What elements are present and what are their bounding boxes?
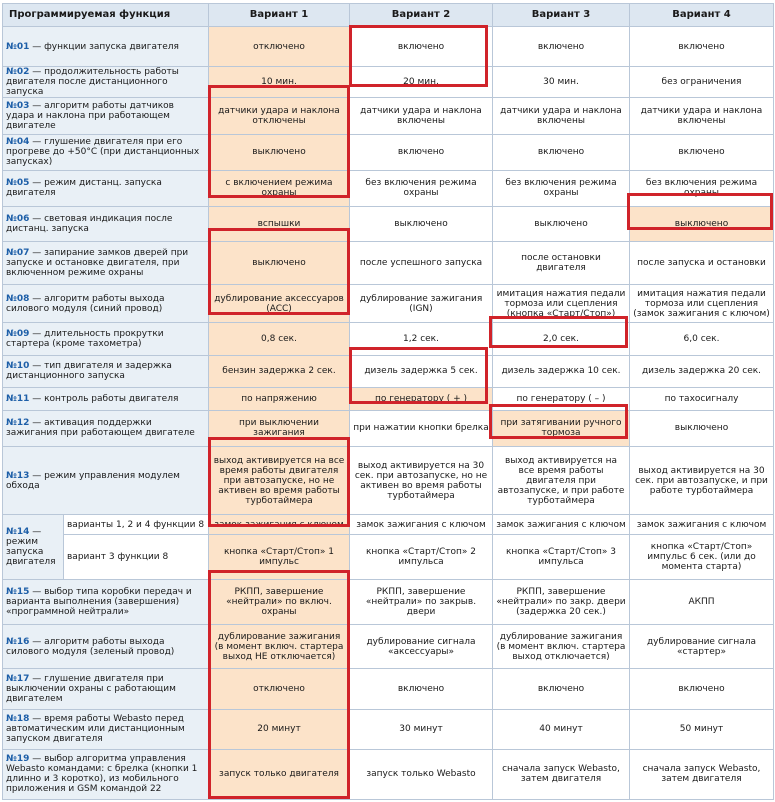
function-number: №03 — [6, 100, 30, 111]
table-row — [3, 134, 774, 170]
function-cell — [3, 579, 209, 624]
option-1-value: дублирование зажигания (в момент включ. стартера выход НЕ отключается) — [209, 624, 350, 668]
table-row — [3, 242, 774, 285]
option-1-value: дублирование аксессуаров (ACC) — [209, 285, 350, 323]
function-number: №13 — [6, 470, 30, 481]
programmable-functions-table — [2, 3, 774, 800]
function-cell — [3, 515, 64, 579]
option-3-value: при затягивании ручного тормоза — [493, 410, 630, 446]
function-cell — [3, 242, 209, 285]
table-body — [3, 27, 774, 800]
option-4-value: датчики удара и наклона включены — [630, 98, 774, 134]
function-cell — [3, 710, 209, 749]
option-4-value: после запуска и остановки — [630, 242, 774, 285]
header-option-1: Вариант 1 — [209, 4, 350, 27]
option-1-value: 0,8 сек. — [209, 323, 350, 355]
option-2-value: после успешного запуска — [350, 242, 493, 285]
function-description: — алгоритм работы выхода силового модуля (зеленый провод) — [6, 636, 175, 657]
header-row — [3, 4, 774, 27]
option-4-value: имитация нажатия педали тормоза или сцепления (замок зажигания с ключом) — [630, 285, 774, 323]
option-4-value: выход активируется на 30 сек. при автозапуске, и при работе турботаймера — [630, 447, 774, 515]
function-cell — [3, 323, 209, 355]
function-number: №09 — [6, 329, 30, 340]
option-3-value: сначала запуск Webasto, затем двигателя — [493, 749, 630, 799]
option-2-value: при нажатии кнопки брелка — [350, 410, 493, 446]
function-description: — активация поддержки зажигания при работающем двигателе — [6, 418, 195, 439]
sub-condition-label: вариант 3 функции 8 — [64, 535, 209, 579]
function-number: №14 — [6, 527, 30, 538]
option-2-value: датчики удара и наклона включены — [350, 98, 493, 134]
function-description: — продолжительность работы двигателя после дистанционного запуска — [6, 67, 179, 98]
option-4-value: без ограничения — [630, 67, 774, 98]
header-option-2: Вариант 2 — [350, 4, 493, 27]
function-cell — [3, 67, 209, 98]
option-1-value: 10 мин. — [209, 67, 350, 98]
option-1-value: выключено — [209, 242, 350, 285]
option-4-value: включено — [630, 27, 774, 67]
option-2-value: выход активируется на 30 сек. при автозапуске, но не активен во время работы турботаймера — [350, 447, 493, 515]
table-row — [3, 749, 774, 799]
function-description: — глушение двигателя при его прогреве до +50°С (при дистанционных запусках) — [6, 137, 200, 168]
option-3-value: включено — [493, 134, 630, 170]
table-row — [3, 206, 774, 241]
table-row — [3, 624, 774, 668]
option-4-value: дизель задержка 20 сек. — [630, 355, 774, 387]
option-1-value: отключено — [209, 669, 350, 710]
function-number: №18 — [6, 714, 30, 725]
option-3-value: датчики удара и наклона включены — [493, 98, 630, 134]
option-3-value: после остановки двигателя — [493, 242, 630, 285]
option-3-value: дизель задержка 10 сек. — [493, 355, 630, 387]
table-row — [3, 447, 774, 515]
option-4-value: сначала запуск Webasto, затем двигателя — [630, 749, 774, 799]
function-cell — [3, 749, 209, 799]
function-description: — режим дистанц. запуска двигателя — [6, 178, 162, 199]
function-number: №16 — [6, 636, 30, 647]
option-1-value: датчики удара и наклона отключены — [209, 98, 350, 134]
option-3-value: 40 минут — [493, 710, 630, 749]
table-row — [3, 579, 774, 624]
option-3-value: РКПП, завершение «нейтрали» по закр. двери (задержка 20 сек.) — [493, 579, 630, 624]
function-cell — [3, 27, 209, 67]
option-2-value: дублирование сигнала «аксессуары» — [350, 624, 493, 668]
table-row — [3, 285, 774, 323]
option-3-value: включено — [493, 27, 630, 67]
function-description: — выбор типа коробки передач и варианта выполнения (завершения) «программной нейтрали» — [6, 586, 192, 617]
option-4-value: 6,0 сек. — [630, 323, 774, 355]
option-1-value: выход активируется на все время работы двигателя при автозапуске, но не активен во время работы турботаймера — [209, 447, 350, 515]
table-row — [3, 410, 774, 446]
option-3-value: имитация нажатия педали тормоза или сцепления (кнопка «Старт/Стоп») — [493, 285, 630, 323]
option-2-value: запуск только Webasto — [350, 749, 493, 799]
option-1-value: с включением режима охраны — [209, 170, 350, 206]
option-3-value: 2,0 сек. — [493, 323, 630, 355]
option-2-value: включено — [350, 134, 493, 170]
function-cell — [3, 447, 209, 515]
table-row — [3, 323, 774, 355]
function-number: №12 — [6, 418, 30, 429]
header-option-3: Вариант 3 — [493, 4, 630, 27]
option-4-value: АКПП — [630, 579, 774, 624]
option-3-value: выход активируется на все время работы двигателя при автозапуске, и при работе турботаймера — [493, 447, 630, 515]
function-cell — [3, 355, 209, 387]
function-number: №02 — [6, 67, 30, 78]
option-4-value: включено — [630, 134, 774, 170]
option-2-value: включено — [350, 669, 493, 710]
function-description: — режим запуска двигателя — [6, 527, 56, 568]
function-cell — [3, 134, 209, 170]
function-description: — контроль работы двигателя — [32, 393, 179, 404]
option-2-value: выключено — [350, 206, 493, 241]
option-3-value: по генератору ( – ) — [493, 387, 630, 410]
option-1-value: кнопка «Старт/Стоп» 1 импульс — [209, 535, 350, 579]
option-4-value: замок зажигания с ключом — [630, 515, 774, 535]
option-1-value: при выключении зажигания — [209, 410, 350, 446]
option-3-value: выключено — [493, 206, 630, 241]
option-2-value: 20 мин. — [350, 67, 493, 98]
option-1-value: замок зажигания с ключом — [209, 515, 350, 535]
function-description: — запирание замков дверей при запуске и остановке двигателя, при включенном режиме охраны — [6, 248, 189, 279]
function-number: №19 — [6, 754, 30, 765]
table-row — [3, 355, 774, 387]
header-option-4: Вариант 4 — [630, 4, 774, 27]
function-number: №01 — [6, 41, 30, 52]
function-description: — тип двигателя и задержка дистанционного запуска — [6, 361, 172, 382]
function-description: — длительность прокрутки стартера (кроме тахометра) — [6, 329, 164, 350]
function-number: №11 — [6, 393, 30, 404]
function-description: — время работы Webasto перед автоматическим или дистанционным запуском двигателя — [6, 714, 185, 745]
option-2-value: замок зажигания с ключом — [350, 515, 493, 535]
table-row — [3, 27, 774, 67]
option-2-value: включено — [350, 27, 493, 67]
option-3-value: дублирование зажигания (в момент включ. стартера выход отключается) — [493, 624, 630, 668]
option-2-value: дизель задержка 5 сек. — [350, 355, 493, 387]
function-cell — [3, 206, 209, 241]
table-row — [3, 98, 774, 134]
option-4-value: кнопка «Старт/Стоп» импульс 6 сек. (или до момента старта) — [630, 535, 774, 579]
function-number: №08 — [6, 293, 30, 304]
function-description: — функции запуска двигателя — [32, 41, 179, 52]
header-function: Программируемая функция — [3, 4, 209, 27]
option-1-value: 20 минут — [209, 710, 350, 749]
option-2-value: 1,2 сек. — [350, 323, 493, 355]
function-cell — [3, 410, 209, 446]
table-row — [3, 67, 774, 98]
option-3-value: замок зажигания с ключом — [493, 515, 630, 535]
function-number: №17 — [6, 674, 30, 685]
table-row — [3, 170, 774, 206]
function-number: №07 — [6, 248, 30, 259]
function-cell — [3, 669, 209, 710]
function-description: — выбор алгоритма управления Webasto командами: с брелка (кнопки 1 длинно и 3 коротко), из мобильного приложения и GSM командой 22 — [6, 754, 198, 795]
function-description: — режим управления модулем обхода — [6, 470, 180, 491]
option-1-value: выключено — [209, 134, 350, 170]
function-number: №06 — [6, 213, 30, 224]
option-3-value: 30 мин. — [493, 67, 630, 98]
option-1-value: бензин задержка 2 сек. — [209, 355, 350, 387]
option-1-value: отключено — [209, 27, 350, 67]
function-description: — алгоритм работы датчиков удара и наклона при работающем двигателе — [6, 100, 174, 131]
option-3-value: кнопка «Старт/Стоп» 3 импульса — [493, 535, 630, 579]
option-3-value: включено — [493, 669, 630, 710]
option-3-value: без включения режима охраны — [493, 170, 630, 206]
function-cell — [3, 387, 209, 410]
function-cell — [3, 285, 209, 323]
option-1-value: по напряжению — [209, 387, 350, 410]
option-4-value: без включения режима охраны — [630, 170, 774, 206]
option-1-value: РКПП, завершение «нейтрали» по включ. охраны — [209, 579, 350, 624]
option-2-value: по генератору ( + ) — [350, 387, 493, 410]
option-2-value: дублирование зажигания (IGN) — [350, 285, 493, 323]
option-1-value: вспышки — [209, 206, 350, 241]
option-4-value: 50 минут — [630, 710, 774, 749]
table-row — [3, 710, 774, 749]
function-cell — [3, 98, 209, 134]
option-2-value: кнопка «Старт/Стоп» 2 импульса — [350, 535, 493, 579]
function-number: №10 — [6, 361, 30, 372]
option-4-value: включено — [630, 669, 774, 710]
option-4-value: дублирование сигнала «стартер» — [630, 624, 774, 668]
table-row — [3, 669, 774, 710]
sub-condition-label: варианты 1, 2 и 4 функции 8 — [64, 515, 209, 535]
function-description: — световая индикация после дистанц. запуска — [6, 213, 173, 234]
function-number: №04 — [6, 137, 30, 148]
function-number: №05 — [6, 178, 30, 189]
option-2-value: 30 минут — [350, 710, 493, 749]
option-2-value: РКПП, завершение «нейтрали» по закрыв. двери — [350, 579, 493, 624]
table-row — [3, 535, 774, 579]
table-row — [3, 515, 774, 535]
option-4-value: выключено — [630, 206, 774, 241]
function-cell — [3, 624, 209, 668]
function-cell — [3, 170, 209, 206]
function-description: — глушение двигателя при выключении охраны с работающим двигателем — [6, 674, 176, 705]
option-1-value: запуск только двигателя — [209, 749, 350, 799]
option-2-value: без включения режима охраны — [350, 170, 493, 206]
function-number: №15 — [6, 586, 30, 597]
option-4-value: выключено — [630, 410, 774, 446]
option-4-value: по тахосигналу — [630, 387, 774, 410]
function-description: — алгоритм работы выхода силового модуля (синий провод) — [6, 293, 165, 314]
table-row — [3, 387, 774, 410]
